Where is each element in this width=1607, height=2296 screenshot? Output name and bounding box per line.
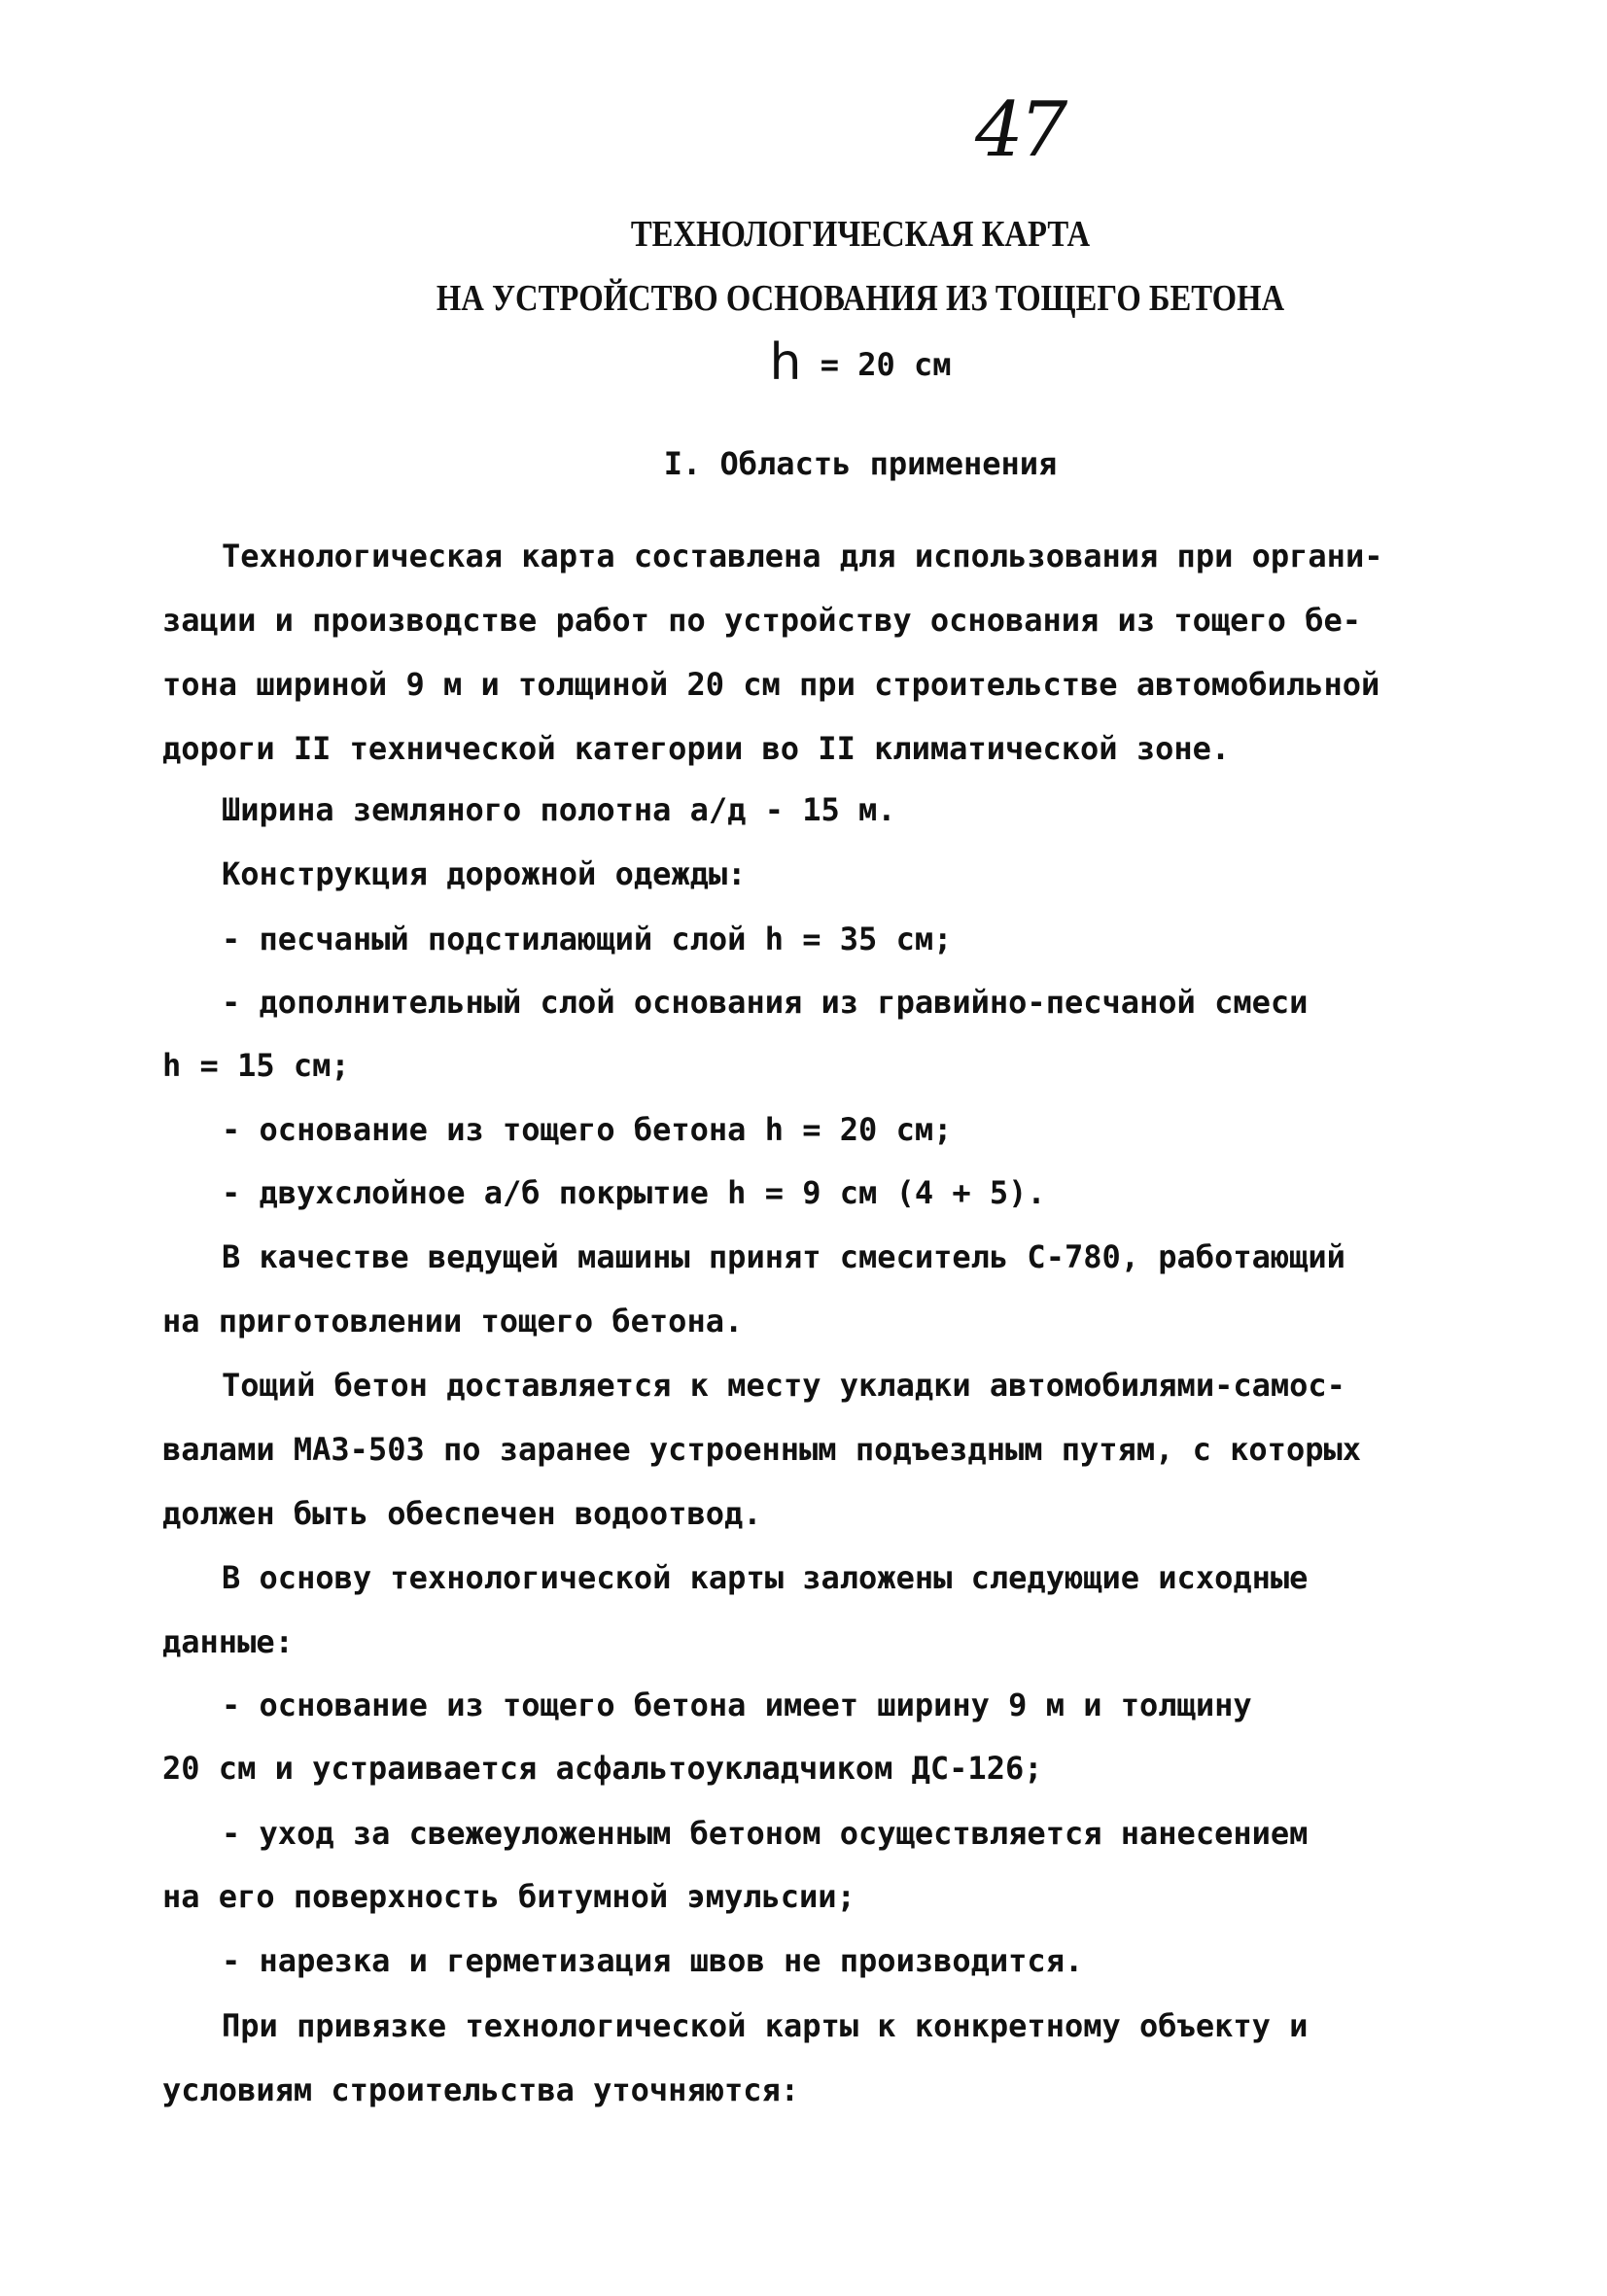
list-item: - уход за свежеуложенным бетоном осуществляется нанесением — [222, 1815, 1309, 1852]
paragraph-line: дороги II технической категории во II климатической зоне. — [162, 730, 1231, 767]
list-item: - нарезка и герметизация швов не производится. — [222, 1942, 1084, 1979]
paragraph-line: на приготовлении тощего бетона. — [162, 1303, 744, 1339]
list-item-continuation: на его поверхность битумной эмульсии; — [162, 1878, 856, 1915]
paragraph-line: зации и производстве работ по устройству основания из тощего бе- — [162, 602, 1361, 639]
paragraph-line: При привязке технологической карты к конкретному объекту и — [222, 2007, 1309, 2044]
paragraph-line: тона шириной 9 м и толщиной 20 см при строительстве автомобильной — [162, 666, 1380, 703]
paragraph-line: Тощий бетон доставляется к месту укладки автомобилями-самос- — [222, 1367, 1345, 1404]
document-title-line-1: ТЕХНОЛОГИЧЕСКАЯ КАРТА — [630, 214, 1091, 255]
paragraph-line: Ширина земляного полотна а/д - 15 м. — [222, 791, 896, 828]
paragraph-line: валами МАЗ-503 по заранее устроенным подъездным путям, с которых — [162, 1431, 1361, 1468]
list-item-continuation: h = 15 см; — [162, 1047, 350, 1084]
document-title-thickness — [0, 333, 1607, 392]
paragraph-line: Технологическая карта составлена для использования при органи- — [222, 538, 1383, 574]
paragraph-line: В качестве ведущей машины принят смеситель С-780, работающий — [222, 1238, 1345, 1275]
list-item: - основание из тощего бетона имеет ширину 9 м и толщину — [222, 1687, 1252, 1723]
section-title: I. Область применения — [663, 445, 1058, 482]
paragraph-line: должен быть обеспечен водоотвод. — [162, 1495, 762, 1532]
page-number: 47 — [975, 87, 1065, 174]
list-item-continuation: 20 см и устраивается асфальтоукладчиком ДС-126; — [162, 1750, 1043, 1787]
height-value: = 20 см — [801, 346, 952, 383]
paragraph-line: условиям строительства уточняются: — [162, 2071, 800, 2108]
list-item: - дополнительный слой основания из гравийно-песчаной смеси — [222, 984, 1309, 1021]
list-item: - песчаный подстилающий слой h = 35 см; — [222, 921, 953, 957]
height-symbol: h — [769, 333, 802, 392]
document-title-line-2: НА УСТРОЙСТВО ОСНОВАНИЯ ИЗ ТОЩЕГО БЕТОНА — [436, 278, 1285, 319]
paragraph-line: данные: — [162, 1623, 294, 1660]
paragraph-line: В основу технологической карты заложены следующие исходные — [222, 1559, 1309, 1596]
paragraph-line: Конструкция дорожной одежды: — [222, 855, 747, 892]
list-item: - основание из тощего бетона h = 20 см; — [222, 1111, 953, 1148]
list-item: - двухслойное а/б покрытие h = 9 см (4 + 5). — [222, 1174, 1046, 1211]
